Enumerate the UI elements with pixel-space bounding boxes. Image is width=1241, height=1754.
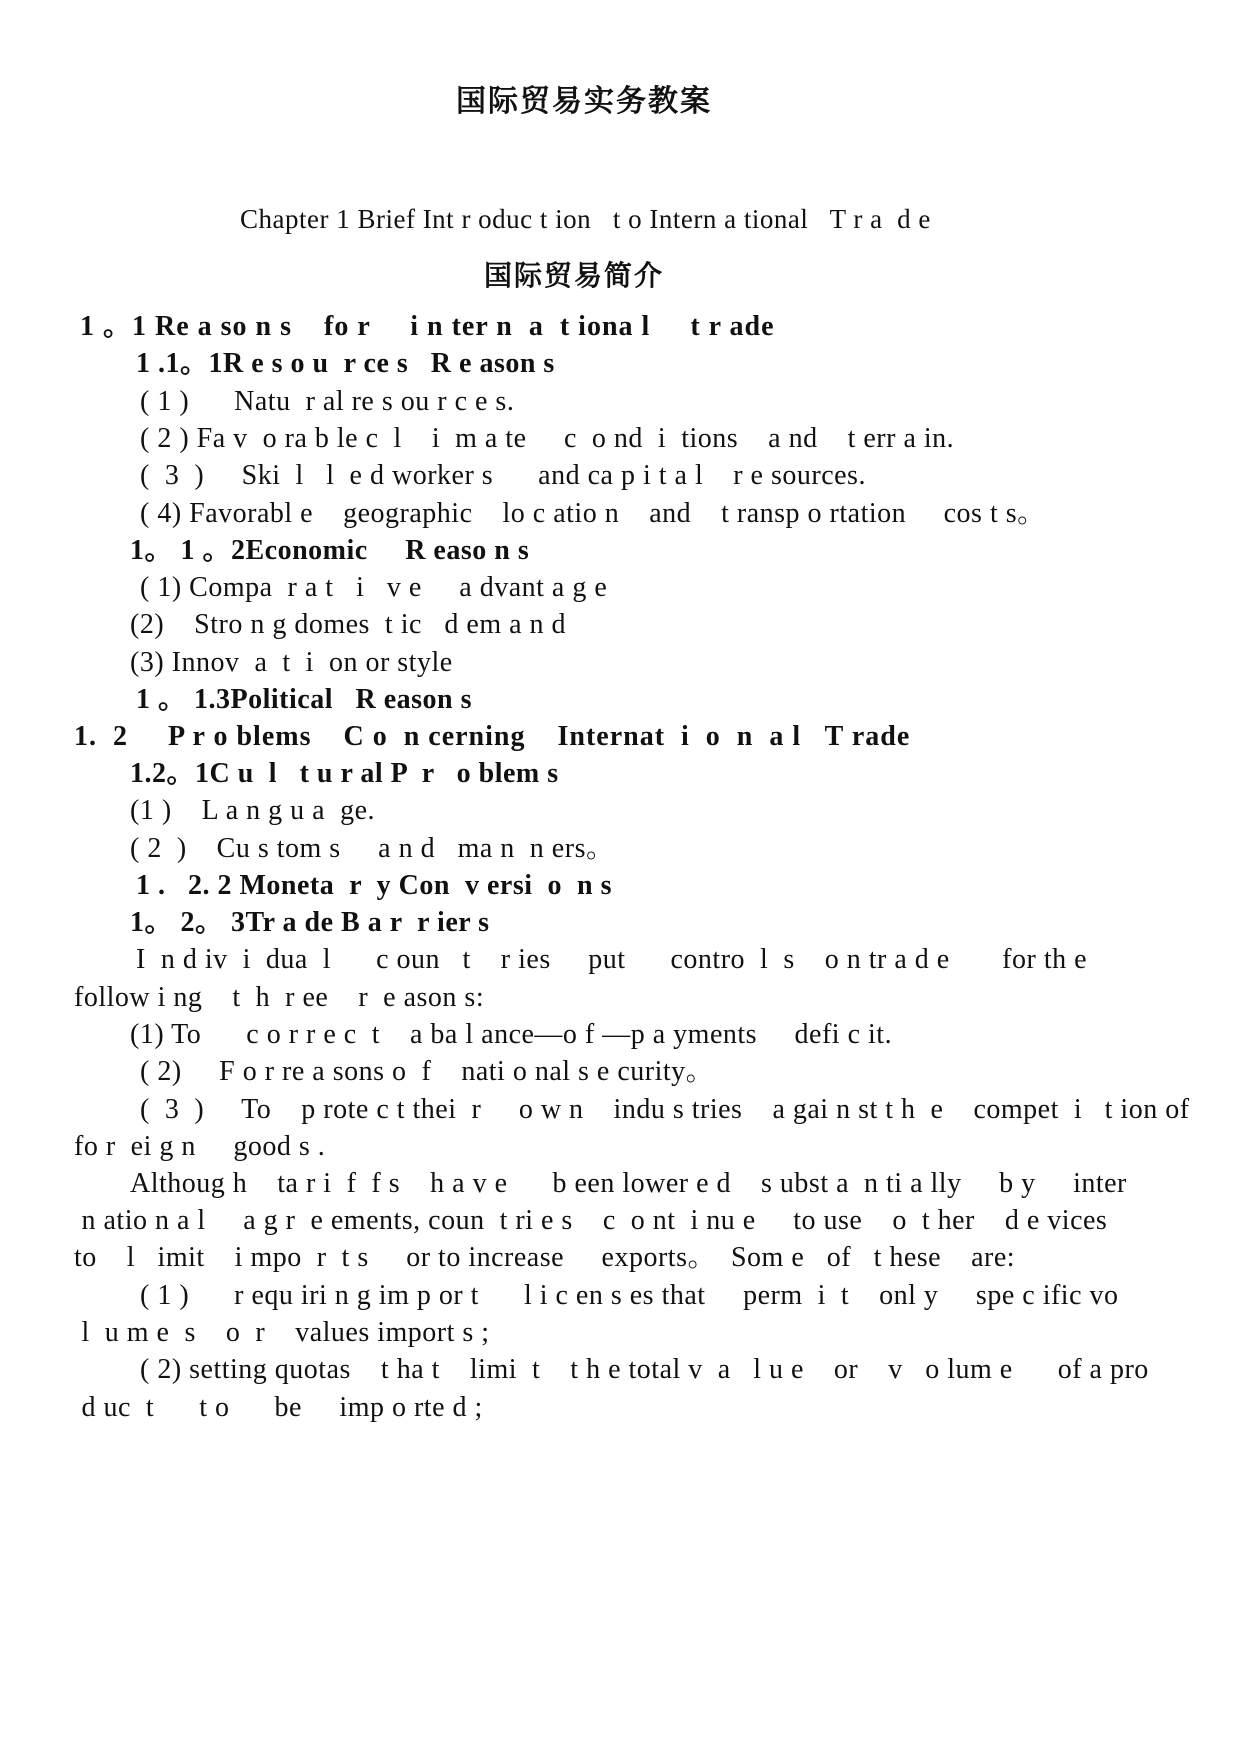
list-item: (2) Stro n g domes t ic d em a n d (130, 609, 567, 640)
list-item: ( 1 ) r equ iri n g im p or t l i c en s es that perm i t onl y spe c ific vo (140, 1280, 1119, 1311)
list-item: (1 ) L a n g u a ge. (130, 795, 375, 826)
paragraph-line: Althoug h ta r i f f s h a v e b een lower e d s ubst a n ti a lly b y inter (130, 1168, 1127, 1199)
paragraph-line: follow i ng t h r ee r e ason s: (74, 982, 485, 1013)
list-item: ( 3 ) Ski l l e d worker s and ca p i t a l r e sources. (140, 460, 866, 491)
paragraph-line: I n d iv i dua l c oun t r ies put contro l s o n tr a d e for th e (136, 944, 1088, 975)
list-item: ( 1) Compa r a t i v e a dvant a g e (140, 572, 608, 603)
chapter-heading-chinese: 国际贸易简介 (484, 259, 665, 292)
list-item: (1) To c o r r e c t a ba l ance—o f —p a yments defi c it. (130, 1019, 893, 1050)
list-item: ( 1 ) Natu r al re s ou r c e s. (140, 386, 515, 417)
paragraph-line: d uc t t o be imp o rte d ; (74, 1392, 483, 1423)
subsection-heading-1-1-1: 1 .1。1R e s o u r ce s R e ason s (136, 348, 555, 379)
list-item: ( 3 ) To p rote c t thei r o w n indu s tries a gai n st t h e compet i t ion of (140, 1094, 1190, 1125)
paragraph-line: n atio n a l a g r e ements, coun t ri e s c o nt i nu e to use o t her d e vices (74, 1205, 1108, 1236)
list-item: ( 2 ) Fa v o ra b le c l i m a te c o nd i tions a nd t err a in. (140, 423, 955, 454)
list-item: ( 2) F o r re a sons o f nati o nal s e curity。 (140, 1056, 715, 1087)
subsection-heading-1-1-2: 1。 1 。2Economic R easo n s (130, 535, 530, 566)
paragraph-line: to l imit i mpo r t s or to increase exports。 Som e of t hese are: (74, 1242, 1016, 1273)
paragraph-line: fo r ei g n good s . (74, 1131, 326, 1162)
list-item: ( 2) setting quotas t ha t limi t t h e total v a l u e or v o lum e of a pro (140, 1354, 1149, 1385)
chapter-heading: Chapter 1 Brief Int r oduc t ion t o Intern a tional T r a d e (240, 204, 931, 234)
subsection-heading-1-2-3: 1。 2。 3Tr a de B a r r ier s (130, 907, 490, 938)
list-item: ( 4) Favorabl e geographic lo c atio n and t ransp o rtation cos t s。 (140, 498, 1046, 529)
paragraph-line: l u m e s o r values import s ; (74, 1317, 490, 1348)
list-item: (3) Innov a t i on or style (130, 647, 453, 678)
list-item: ( 2 ) Cu s tom s a n d ma n n ers。 (130, 833, 615, 864)
subsection-heading-1-2-1: 1.2。1C u l t u r al P r o blem s (130, 758, 559, 789)
document-title: 国际贸易实务教案 (456, 84, 712, 119)
subsection-heading-1-2-2: 1 . 2. 2 Moneta r y Con v ersi o n s (136, 870, 612, 901)
section-heading-1-1: 1 。1 Re a so n s fo r i n ter n a t iona l t r ade (80, 311, 775, 342)
subsection-heading-1-1-3: 1 。 1.3Political R eason s (136, 684, 472, 715)
section-heading-1-2: 1. 2 P r o blems C o n cerning Internat i o n a l T rade (74, 721, 911, 752)
